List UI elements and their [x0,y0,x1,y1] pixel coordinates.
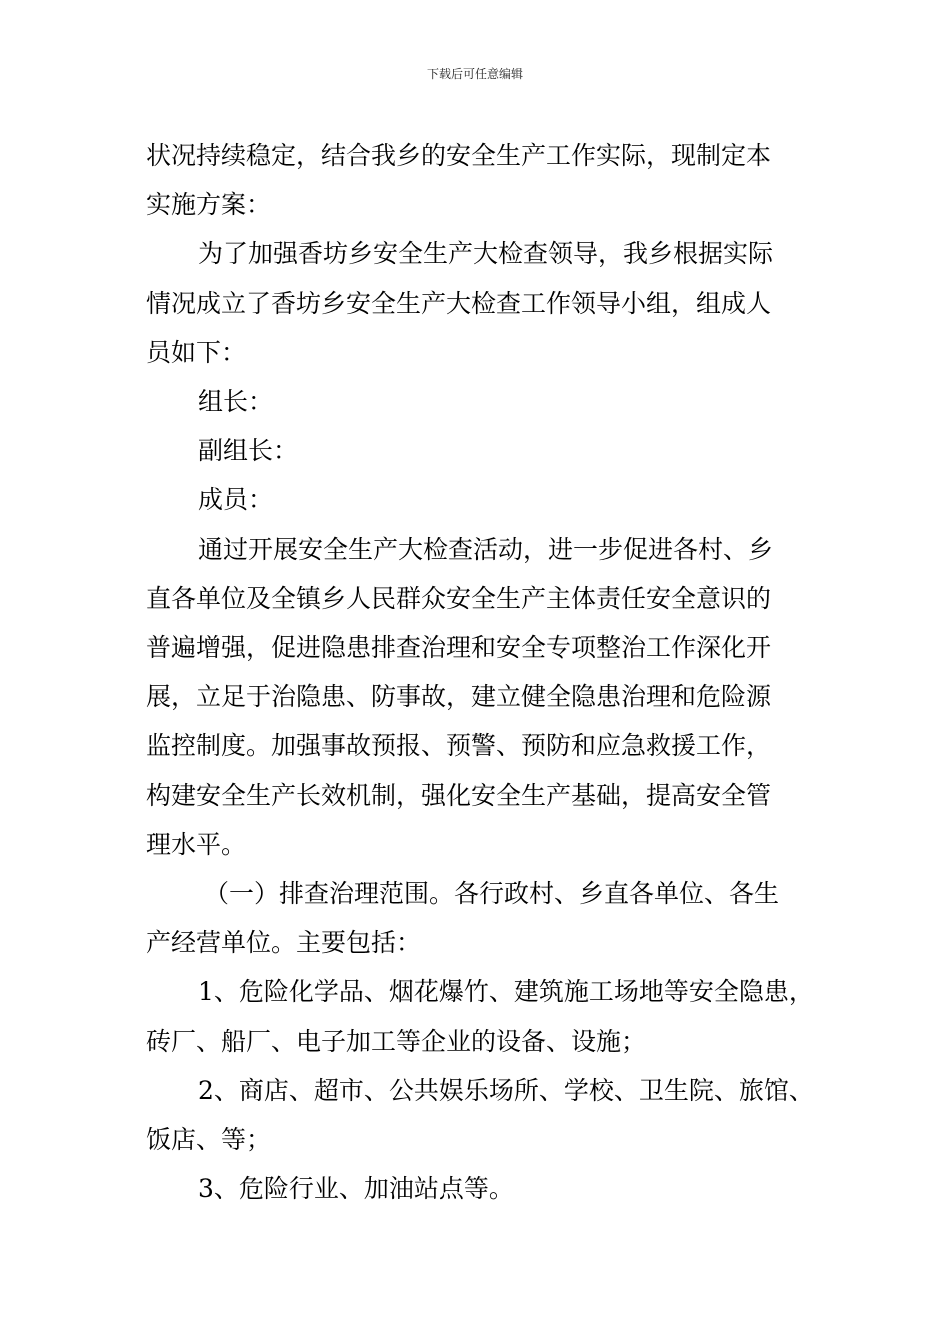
text-line: 通过开展安全生产大检查活动，进一步促进各村、乡 [198,534,774,564]
text-line: 实施方案： [146,190,272,220]
text-line: 理水平。 [146,829,247,859]
text-line: 1、危险化学品、烟花爆竹、建筑施工场地等安全隐患， [198,977,814,1007]
text-line: 监控制度。加强事故预报、预警、预防和应急救援工作， [146,731,772,761]
text-line: 直各单位及全镇乡人民群众安全生产主体责任安全意识的 [146,583,772,613]
text-line: 情况成立了香坊乡安全生产大检查工作领导小组，组成人 [146,288,772,318]
text-line: 饭店、等； [146,1125,272,1155]
text-line: 3、危险行业、加油站点等。 [198,1174,514,1204]
text-line: 产经营单位。主要包括： [146,928,422,958]
text-line: 砖厂、船厂、电子加工等企业的设备、设施； [146,1026,647,1056]
document-body [146,131,836,1213]
text-line: 展，立足于治隐患、防事故，建立健全隐患治理和危险源 [146,682,772,712]
text-line: 为了加强香坊乡安全生产大检查领导，我乡根据实际 [198,239,774,269]
text-line: 2、商店、超市、公共娱乐场所、学校、卫生院、旅馆、 [198,1075,814,1105]
text-line: 成员： [198,485,274,515]
page-header: 下载后可任意编辑 [426,67,523,81]
text-line: 构建安全生产长效机制，强化安全生产基础，提高安全管 [146,780,772,810]
text-line: 员如下： [146,337,247,367]
text-line: 状况持续稳定，结合我乡的安全生产工作实际，现制定本 [146,141,772,170]
text-line: 副组长： [198,436,299,466]
text-line: 组长： [198,387,274,417]
text-line: （一）排查治理范围。各行政村、乡直各单位、各生 [204,879,780,909]
text-line: 普遍增强，促进隐患排查治理和安全专项整治工作深化开 [146,633,772,663]
